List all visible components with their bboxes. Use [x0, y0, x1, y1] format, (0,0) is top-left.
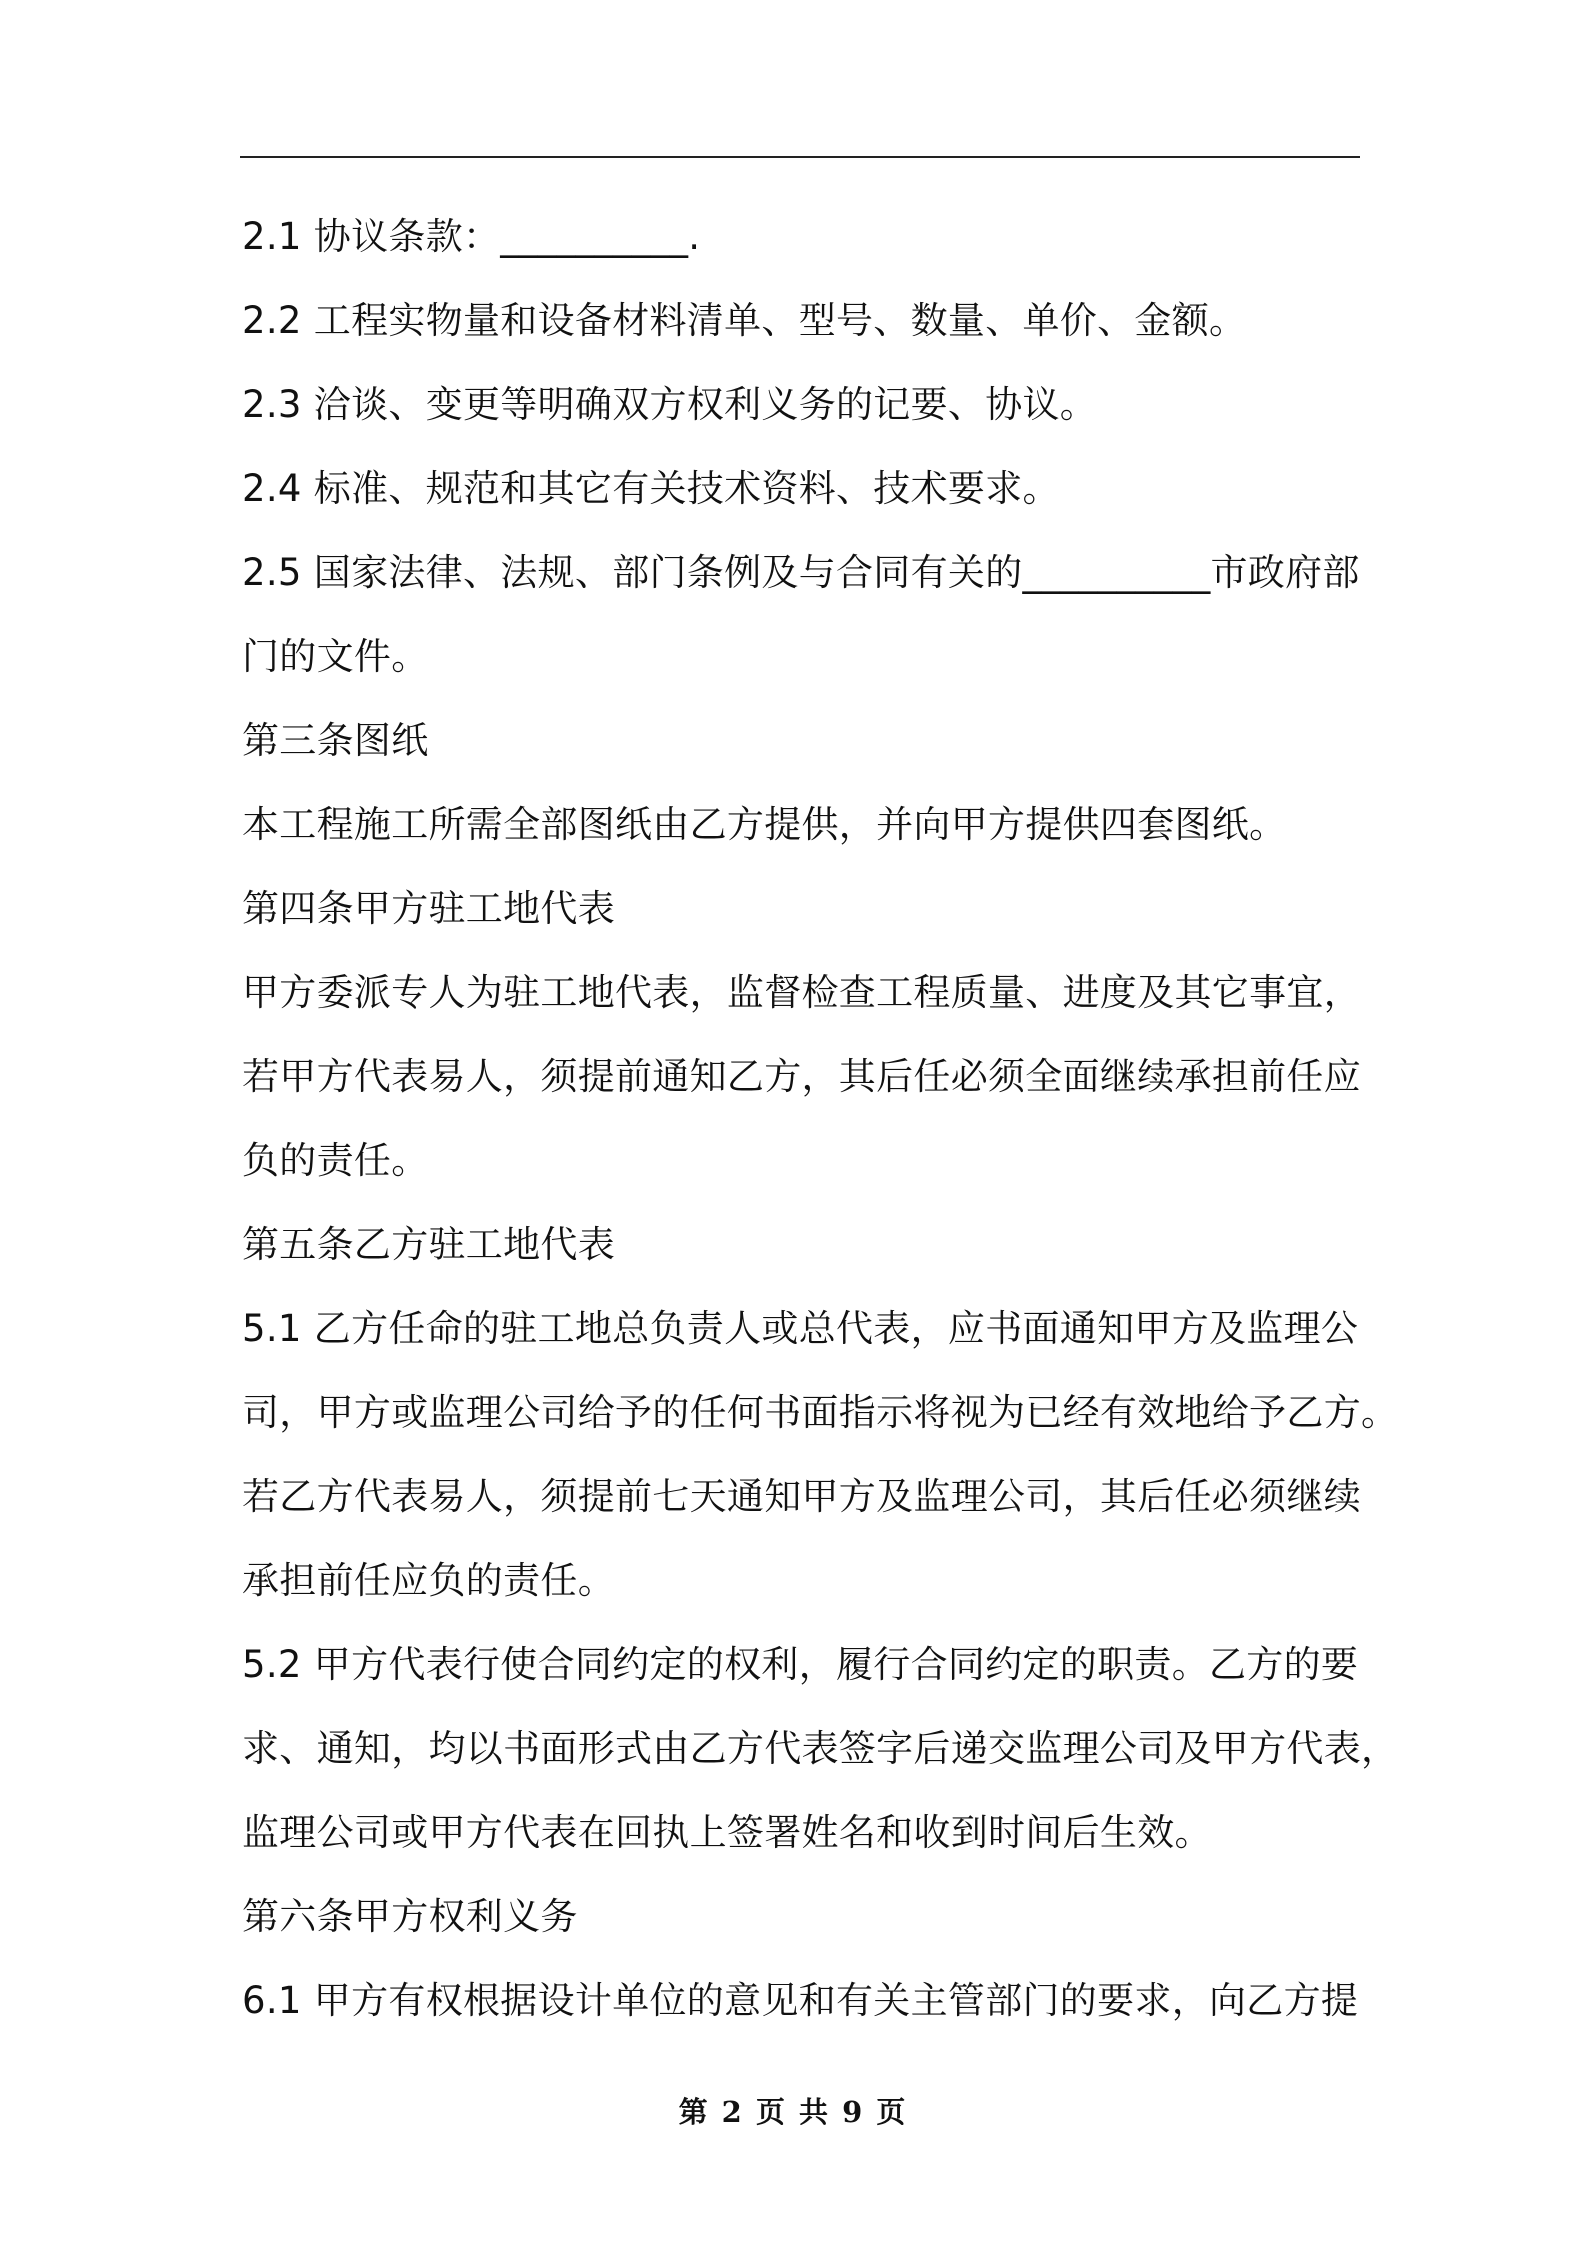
article-4-text-2: 若甲方代表易人，须提前通知乙方，其后任必须全面继续承担前任应	[242, 1055, 1361, 1098]
article-3-text: 本工程施工所需全部图纸由乙方提供，并向甲方提供四套图纸。	[242, 803, 1287, 846]
article-6-heading: 第六条甲方权利义务	[242, 1895, 578, 1938]
clause-2-5-cont: 门的文件。	[242, 635, 429, 678]
clause-2-4: 2.4 标准、规范和其它有关技术资料、技术要求。	[242, 467, 1060, 510]
article-4-text-1: 甲方委派专人为驻工地代表，监督检查工程质量、进度及其它事宜，	[242, 971, 1361, 1014]
clause-2-1: 2.1 协议条款：__________.	[242, 215, 701, 258]
clause-2-2: 2.2 工程实物量和设备材料清单、型号、数量、单价、金额。	[242, 299, 1247, 342]
article-4-heading: 第四条甲方驻工地代表	[242, 887, 615, 930]
document-body	[242, 195, 1399, 2043]
clause-5-2-cont-1: 求、通知，均以书面形式由乙方代表签字后递交监理公司及甲方代表，	[242, 1727, 1399, 1770]
clause-5-2-cont-2: 监理公司或甲方代表在回执上签署姓名和收到时间后生效。	[242, 1811, 1212, 1854]
clause-5-1: 5.1 乙方任命的驻工地总负责人或总代表，应书面通知甲方及监理公	[242, 1307, 1359, 1350]
clause-5-1-cont-3: 承担前任应负的责任。	[242, 1559, 615, 1602]
article-3-heading: 第三条图纸	[242, 719, 429, 762]
clause-5-1-cont-1: 司，甲方或监理公司给予的任何书面指示将视为已经有效地给予乙方。	[242, 1391, 1399, 1434]
clause-5-1-cont-2: 若乙方代表易人，须提前七天通知甲方及监理公司，其后任必须继续	[242, 1475, 1361, 1518]
clause-6-1: 6.1 甲方有权根据设计单位的意见和有关主管部门的要求，向乙方提	[242, 1979, 1359, 2022]
page-number: 第 2 页 共 9 页	[678, 2095, 908, 2129]
article-4-text-3: 负的责任。	[242, 1139, 429, 1182]
clause-2-3: 2.3 洽谈、变更等明确双方权利义务的记要、协议。	[242, 383, 1098, 426]
clause-5-2: 5.2 甲方代表行使合同约定的权利，履行合同约定的职责。乙方的要	[242, 1643, 1359, 1686]
clause-2-5: 2.5 国家法律、法规、部门条例及与合同有关的__________市政府部	[242, 551, 1360, 594]
header-rule	[240, 156, 1360, 158]
article-5-heading: 第五条乙方驻工地代表	[242, 1223, 615, 1266]
